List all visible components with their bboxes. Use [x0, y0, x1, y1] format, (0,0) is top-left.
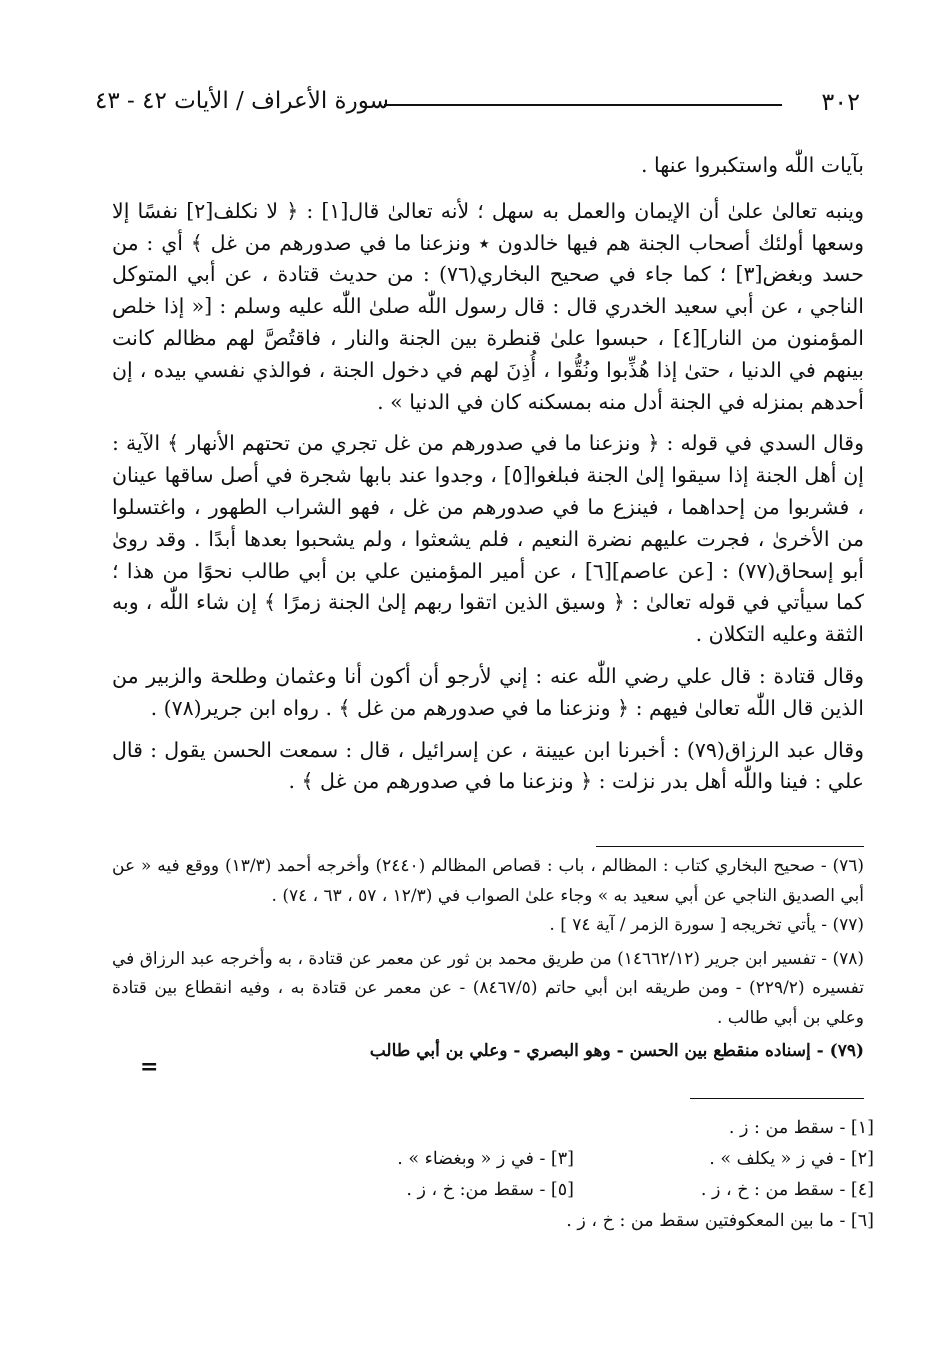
paragraph: وقال عبد الرزاق(٧٩) : أخبرنا ابن عيينة ، عن إسرائيل ، قال : سمعت الحسن يقول : قال علي : فينا واللّٰه أهل بدر نزلت : ﴿ ونزعنا ما في صدورهم من غل ﴾ . [112, 737, 864, 794]
manuscript-variants [112, 1118, 874, 1248]
running-title: سورة الأعراف / الأيات ٤٢ - ٤٣ [95, 88, 389, 114]
variant-note: [٢] - في ز « يكلف » . [709, 1149, 874, 1169]
variants-separator [690, 1098, 864, 1099]
main-text [112, 150, 864, 798]
page-header [95, 88, 860, 120]
paragraph: وقال السدي في قوله : ﴿ ونزعنا ما في صدورهم من غل تجري من تحتهم الأنهار ﴾ الآية : إن أهل الجنة إذا سيقوا إلىٰ الجنة فبلغوا[٥] ، وجدوا عند بابها شجرة في أصل ساقها عينان ، فشربوا من إحداهما ، فينزع ما في صدورهم من غل ، فهو الشراب الطهور ، واغتسلوا من الأخرىٰ ، فجرت عليهم نضرة النعيم ، فلم يشعثوا ، ولم يشحبوا بعدها أبدًا . وقد روىٰ أبو إسحاق(٧٧) : [عن عاصم][٦] ، عن أمير المؤمنين علي بن أبي طالب نحوًا من هذا ؛ كما سيأتي في قوله تعالىٰ : ﴿ وسيق الذين اتقوا ربهم إلىٰ الجنة زمرًا ﴾ إن شاء اللّٰه ، وبه الثقة وعليه التكلان . [112, 431, 864, 647]
footnote-separator [596, 846, 864, 847]
paragraph: وقال قتادة : قال علي رضي اللّٰه عنه : إني لأرجو أن أكون أنا وعثمان وطلحة والزبير من الذين قال اللّٰه تعالىٰ فيهم : ﴿ ونزعنا ما في صدورهم من غل ﴾ . رواه ابن جرير(٧٨) . [112, 663, 864, 720]
continuation-mark: = [140, 1054, 159, 1080]
variant-note: [٦] - ما بين المعكوفتين سقط من : خ ، ز . [566, 1211, 874, 1231]
paragraph: وينبه تعالىٰ علىٰ أن الإيمان والعمل به سهل ؛ لأنه تعالىٰ قال[١] : ﴿ لا نكلف[٢] نفسًا إلا وسعها أولئك أصحاب الجنة هم فيها خالدون ٭ ونزعنا ما في صدورهم من غل ﴾ أي : من حسد وبغض[٣] ؛ كما جاء في صحيح البخاري(٧٦) : من حديث قتادة ، عن أبي المتوكل الناجي ، عن أبي سعيد الخدري قال : قال رسول اللّٰه صلىٰ اللّٰه عليه وسلم : [« إذا خلص المؤمنون من النار][٤] ، حبسوا علىٰ قنطرة بين الجنة والنار ، فاقتُصَّ لهم مظالم كانت بينهم في الدنيا ، حتىٰ إذا هُذِّبوا ونُقُّوا ، أُذِنَ لهم في دخول الجنة ، فوالذي نفسي بيده ، إن أحدهم بمنزله في الجنة أدل منه بمسكنه كان في الدنيا » . [112, 198, 864, 414]
paragraph: بآيات اللّٰه واستكبروا عنها . [641, 153, 864, 177]
variant-note: [٤] - سقط من : خ ، ز . [700, 1180, 874, 1200]
footnote: (٧٧) - يأتي تخريجه [ سورة الزمر / آية ٧٤ ] . [549, 915, 864, 935]
header-rule [384, 104, 782, 106]
variant-note: [٣] - في ز « وبغضاء » . [397, 1149, 574, 1169]
page-number: ٣٠٢ [821, 88, 860, 116]
footnotes [112, 852, 864, 1067]
variant-note: [٥] - سقط من: خ ، ز . [406, 1180, 574, 1200]
footnote: (٧٦) - صحيح البخاري كتاب : المظالم ، باب : قصاص المظالم (٢٤٤٠) وأخرجه أحمد (١٣/٣) ووقع فيه « عن أبي الصديق الناجي عن أبي سعيد به » وجاء علىٰ الصواب في (١٢/٣ ، ٥٧ ، ٦٣ ، ٧٤) . [112, 856, 864, 906]
variant-note: [١] - سقط من : ز . [728, 1118, 874, 1138]
footnote: (٧٨) - تفسير ابن جرير (١٤٦٦٢/١٢) من طريق محمد بن ثور عن معمر عن قتادة ، به وأخرجه عبد الرزاق في تفسيره (٢٢٩/٢) - ومن طريقه ابن أبي حاتم (٨٤٦٧/٥) - عن معمر عن قتادة به ، وفيه انقطاع بين قتادة وعلي بن أبي طالب . [112, 948, 864, 1028]
footnote: (٧٩) - إسناده منقطع بين الحسن - وهو البصري - وعلي بن أبي طالب [369, 1041, 864, 1061]
